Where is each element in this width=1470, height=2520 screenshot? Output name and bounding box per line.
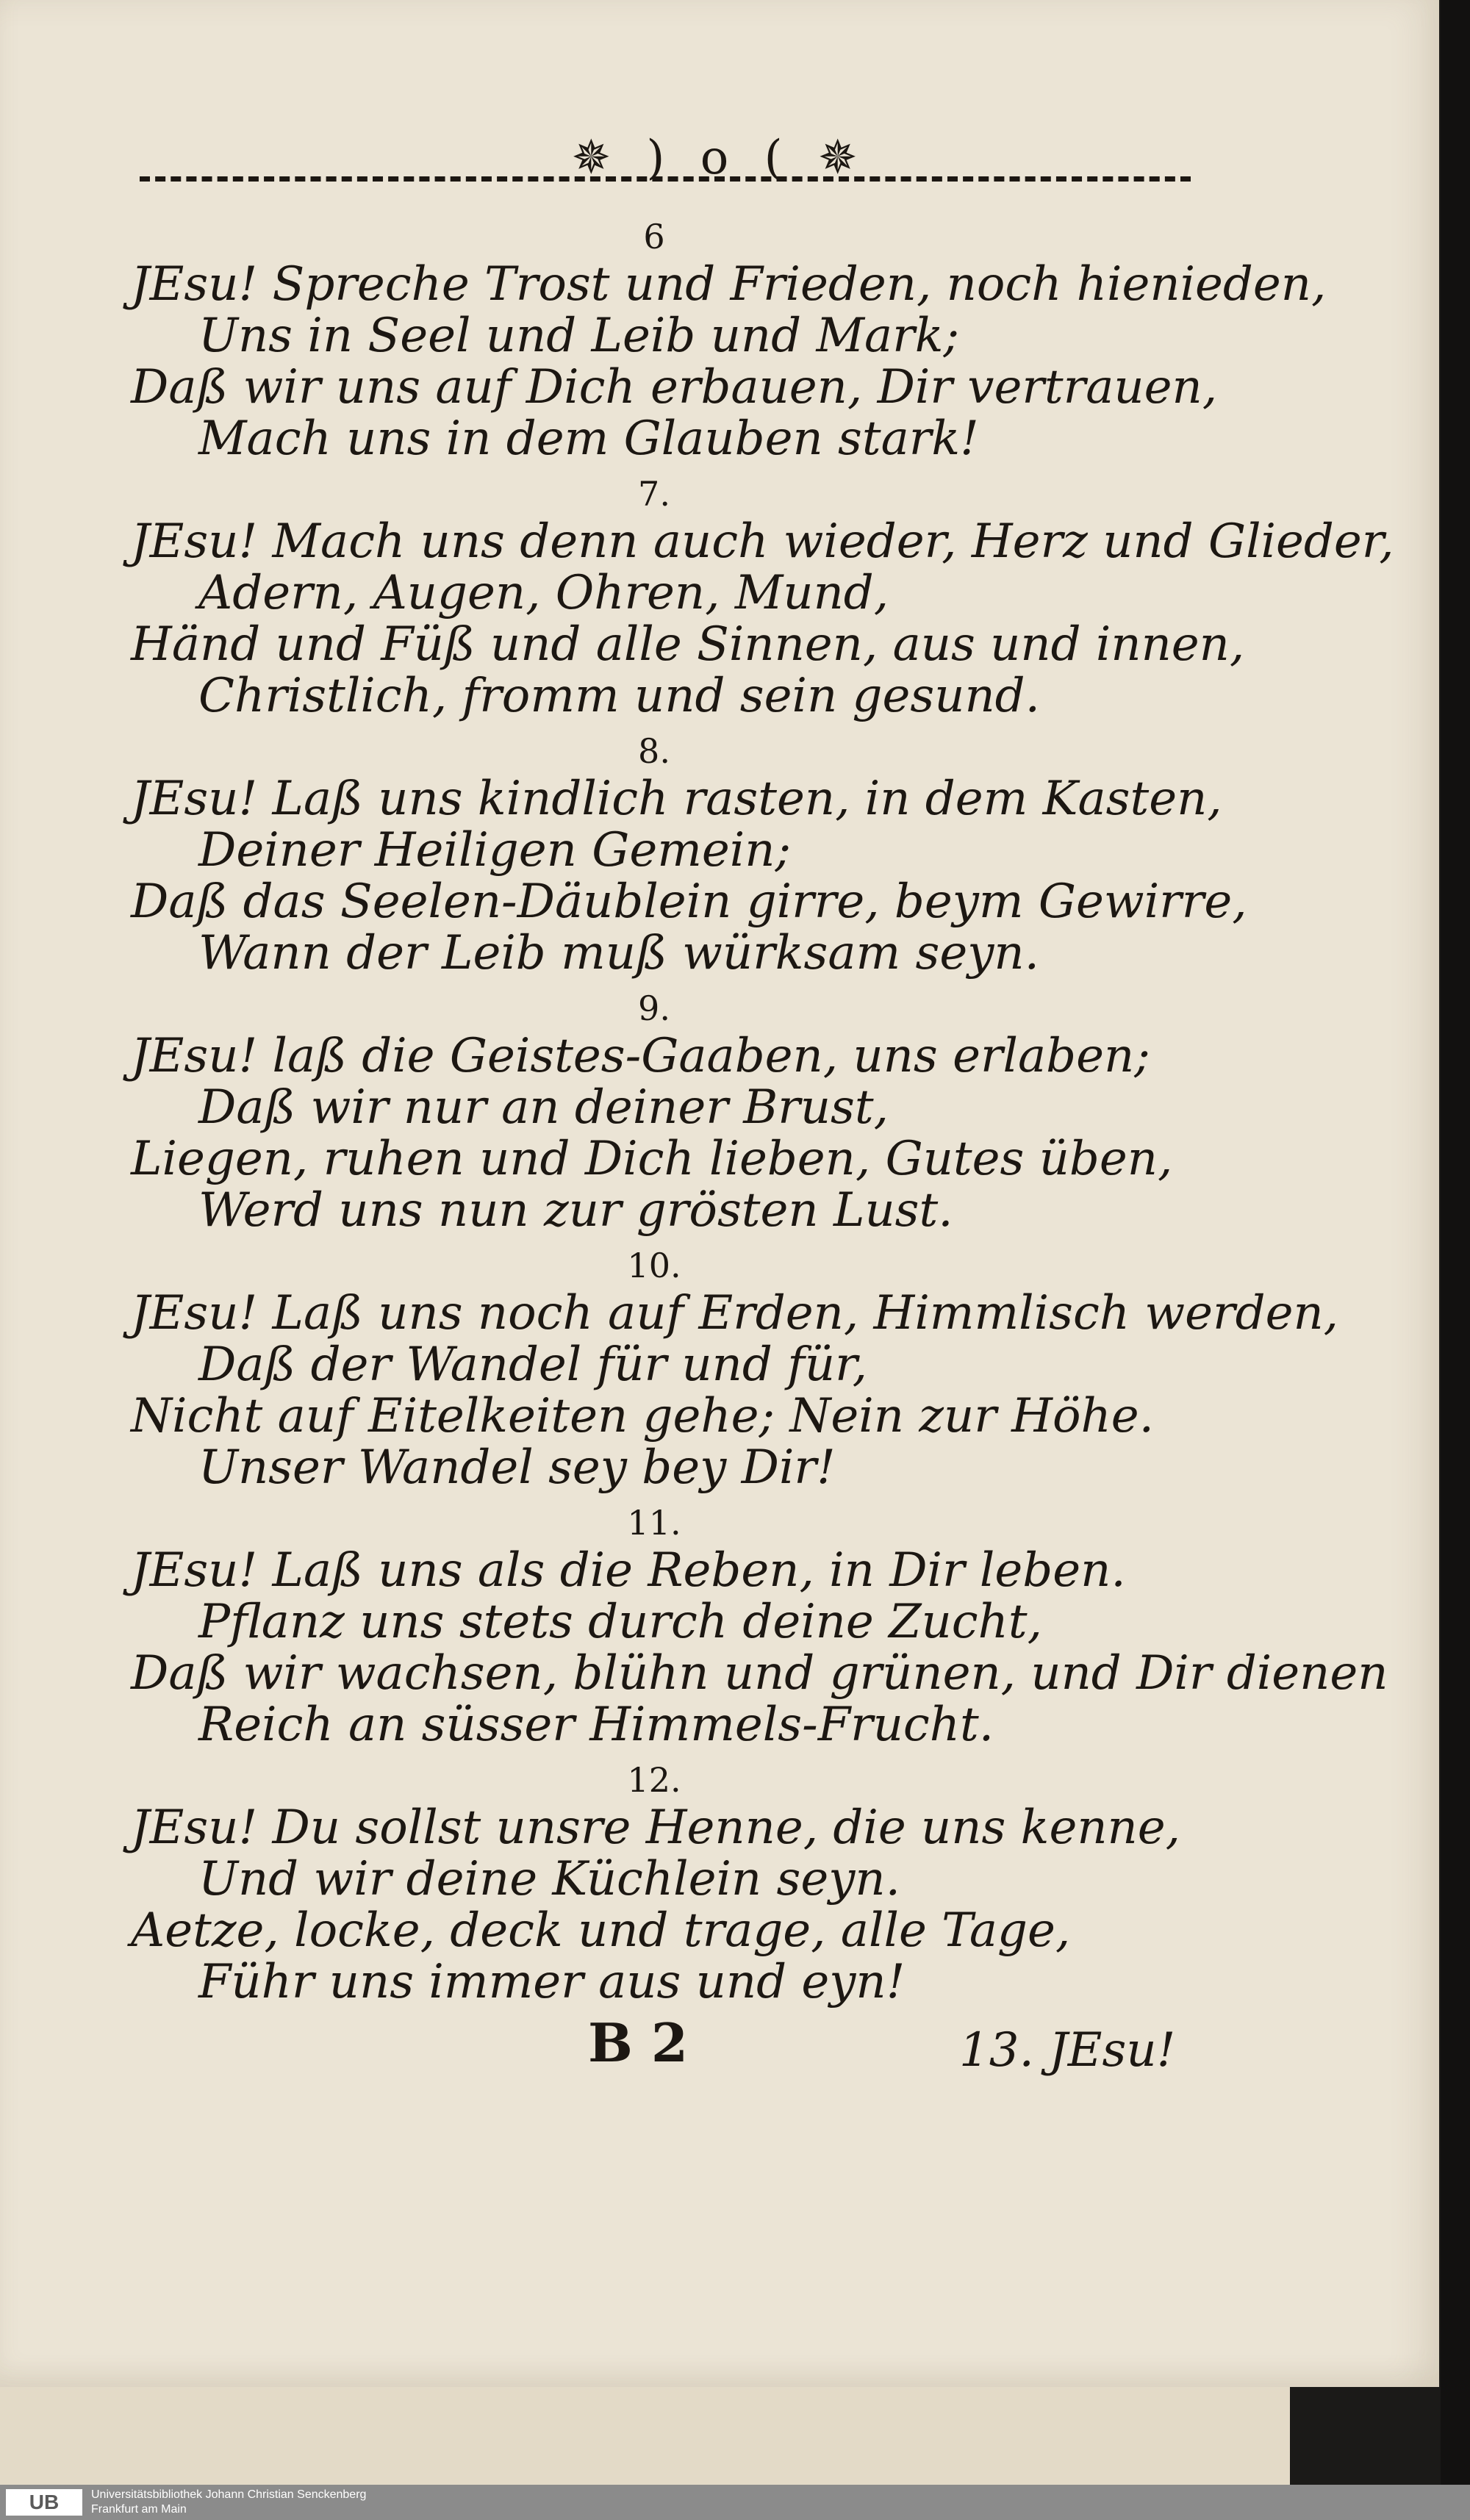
dark-background [1441, 0, 1470, 2520]
verse-line: JEsu! Laß uns noch auf Erden, Himmlisch werden, [131, 1286, 1338, 1340]
verse-line: Adern, Augen, Ohren, Mund, [198, 566, 889, 620]
verse-line: Daß wir wachsen, blühn und grünen, und Dir dienen [131, 1646, 1388, 1701]
stanza-number: 11. [627, 1503, 681, 1543]
stanza-number: 8. [638, 731, 670, 771]
signature-mark: B 2 [588, 2011, 689, 2074]
stanza-number: 12. [627, 1760, 681, 1800]
library-location-line: Frankfurt am Main [91, 2503, 187, 2516]
library-logo: UB [6, 2489, 82, 2516]
verse-line: Deiner Heiligen Gemein; [198, 823, 791, 877]
verse-line: Aetze, locke, deck und trage, alle Tage, [131, 1903, 1071, 1958]
verse-line: Nicht auf Eitelkeiten gehe; Nein zur Höhe. [131, 1389, 1154, 1443]
stanza-number: 9. [638, 988, 670, 1028]
verse-line: Und wir deine Küchlein seyn. [198, 1852, 900, 1906]
verse-line: JEsu! Mach uns denn auch wieder, Herz und Glieder, [131, 514, 1394, 569]
verse-line: Christlich, fromm und sein gesund. [198, 669, 1040, 723]
library-footer-bar [0, 2485, 1470, 2520]
verse-line: Pflanz uns stets durch deine Zucht, [198, 1595, 1042, 1649]
stanza-number: 10. [627, 1246, 681, 1285]
verse-line: JEsu! Laß uns als die Reben, in Dir leben. [131, 1543, 1126, 1598]
catchword: 13. JEsu! [959, 2023, 1176, 2078]
verse-line: JEsu! laß die Geistes-Gaaben, uns erlaben; [131, 1029, 1150, 1083]
verse-line: Daß wir uns auf Dich erbauen, Dir vertrauen, [131, 360, 1218, 414]
verse-line: Wann der Leib muß würksam seyn. [198, 926, 1039, 980]
page-header-ornament: ✵ ) o ( ✵ [571, 131, 868, 185]
verse-line: JEsu! Du sollst unsre Henne, die uns kenne, [131, 1801, 1180, 1855]
stanza-number: 6 [643, 217, 665, 256]
verse-line: JEsu! Spreche Trost und Frieden, noch hienieden, [131, 257, 1327, 312]
verse-line: Mach uns in dem Glauben stark! [198, 412, 979, 466]
verse-line: Uns in Seel und Leib und Mark; [198, 309, 960, 363]
verse-line: Werd uns nun zur grösten Lust. [198, 1183, 953, 1238]
verse-line: Führ uns immer aus und eyn! [198, 1955, 906, 2009]
verse-line: Unser Wandel sey bey Dir! [198, 1440, 836, 1495]
verse-line: Daß das Seelen-Däublein girre, beym Gewirre, [131, 875, 1247, 929]
verse-line: Daß der Wandel für und für, [198, 1338, 867, 1392]
verse-line: JEsu! Laß uns kindlich rasten, in dem Kasten, [131, 772, 1222, 826]
verse-line: Daß wir nur an deiner Brust, [198, 1080, 889, 1135]
header-rule [140, 176, 1191, 182]
verse-line: Händ und Füß und alle Sinnen, aus und innen, [131, 617, 1245, 672]
library-name-line: Universitätsbibliothek Johann Christian Senckenberg [91, 2488, 367, 2501]
verse-line: Reich an süsser Himmels-Frucht. [198, 1698, 994, 1752]
stanza-number: 7. [638, 474, 670, 514]
library-name [91, 2488, 366, 2517]
verse-line: Liegen, ruhen und Dich lieben, Gutes üben, [131, 1132, 1173, 1186]
